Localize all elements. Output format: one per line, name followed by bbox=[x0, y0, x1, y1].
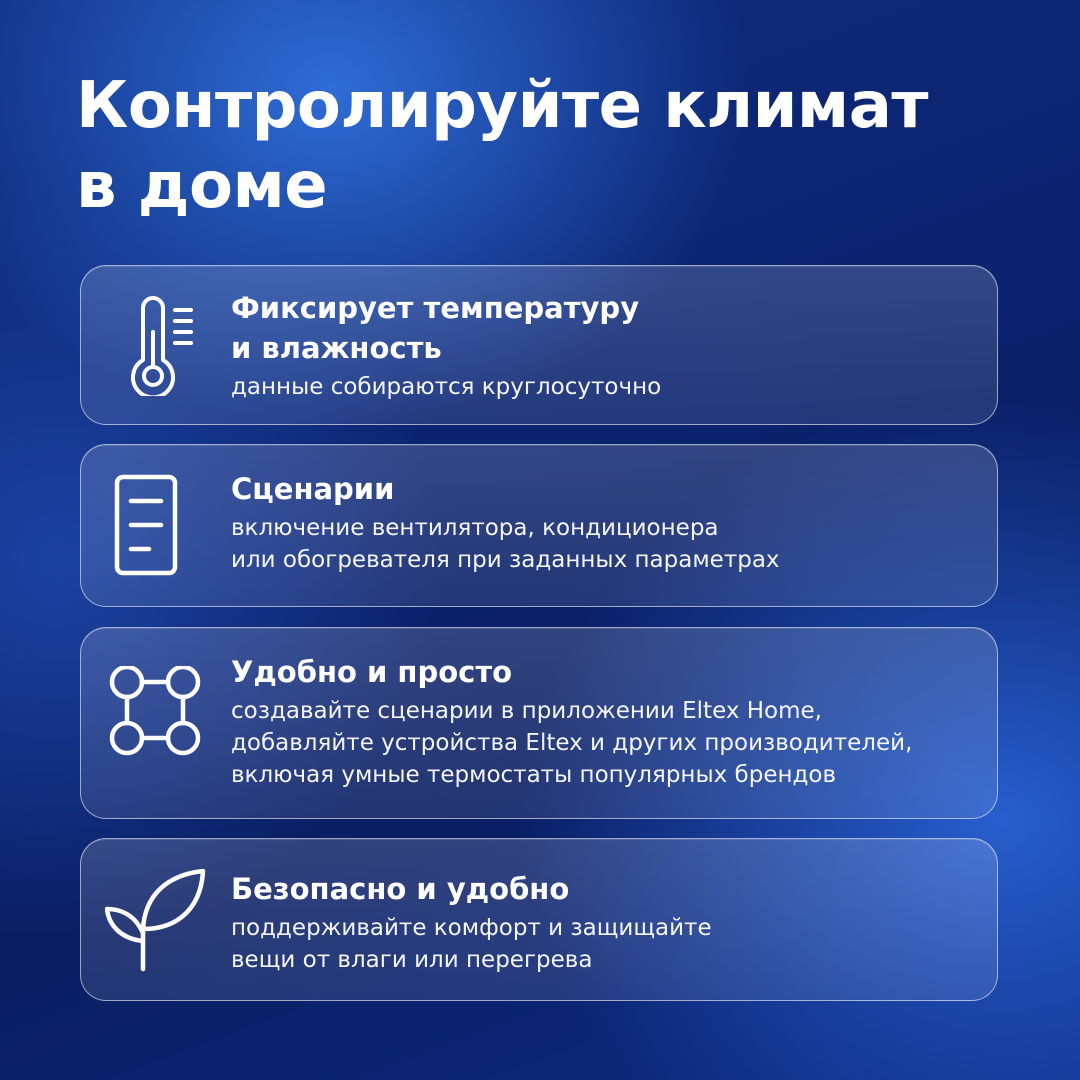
page-title bbox=[76, 66, 1036, 226]
feature-text bbox=[231, 288, 977, 403]
feature-text bbox=[231, 469, 977, 576]
thermometer-icon bbox=[105, 292, 209, 396]
document-icon bbox=[105, 473, 209, 577]
leaf-icon bbox=[105, 869, 209, 973]
connected-nodes-icon bbox=[105, 666, 209, 770]
feature-title-line: и влажность bbox=[231, 331, 442, 365]
feature-title-line: Фиксирует температуру bbox=[231, 291, 640, 325]
page-title-line-1: Контролируйте климат bbox=[76, 69, 928, 143]
page-title-line-2: в доме bbox=[76, 149, 328, 223]
feature-title-line: Удобно и просто bbox=[231, 655, 513, 689]
feature-text bbox=[231, 652, 977, 791]
feature-description bbox=[231, 912, 977, 976]
feature-text bbox=[231, 869, 977, 976]
feature-description-line: создавайте сценарии в приложении Eltex Home, bbox=[231, 698, 822, 724]
feature-description-line: или обогревателя при заданных параметрах bbox=[231, 547, 780, 573]
feature-title bbox=[231, 652, 977, 692]
feature-description-line: включение вентилятора, кондиционера bbox=[231, 515, 719, 541]
feature-title bbox=[231, 288, 977, 368]
feature-card-safe bbox=[80, 838, 998, 1001]
feature-description bbox=[231, 695, 977, 791]
feature-description-line: вещи от влаги или перегрева bbox=[231, 947, 593, 973]
feature-title bbox=[231, 869, 977, 909]
feature-description bbox=[231, 371, 977, 403]
feature-description bbox=[231, 512, 977, 576]
feature-description-line: данные собираются круглосуточно bbox=[231, 374, 662, 400]
feature-title bbox=[231, 469, 977, 509]
feature-title-line: Безопасно и удобно bbox=[231, 872, 570, 906]
feature-description-line: добавляйте устройства Eltex и других производителей, bbox=[231, 730, 913, 756]
feature-card-scenarios bbox=[80, 444, 998, 607]
feature-title-line: Сценарии bbox=[231, 472, 395, 506]
feature-description-line: включая умные термостаты популярных брендов bbox=[231, 762, 837, 788]
feature-description-line: поддерживайте комфорт и защищайте bbox=[231, 915, 712, 941]
feature-card-easy bbox=[80, 627, 998, 819]
feature-card-temperature bbox=[80, 265, 998, 425]
